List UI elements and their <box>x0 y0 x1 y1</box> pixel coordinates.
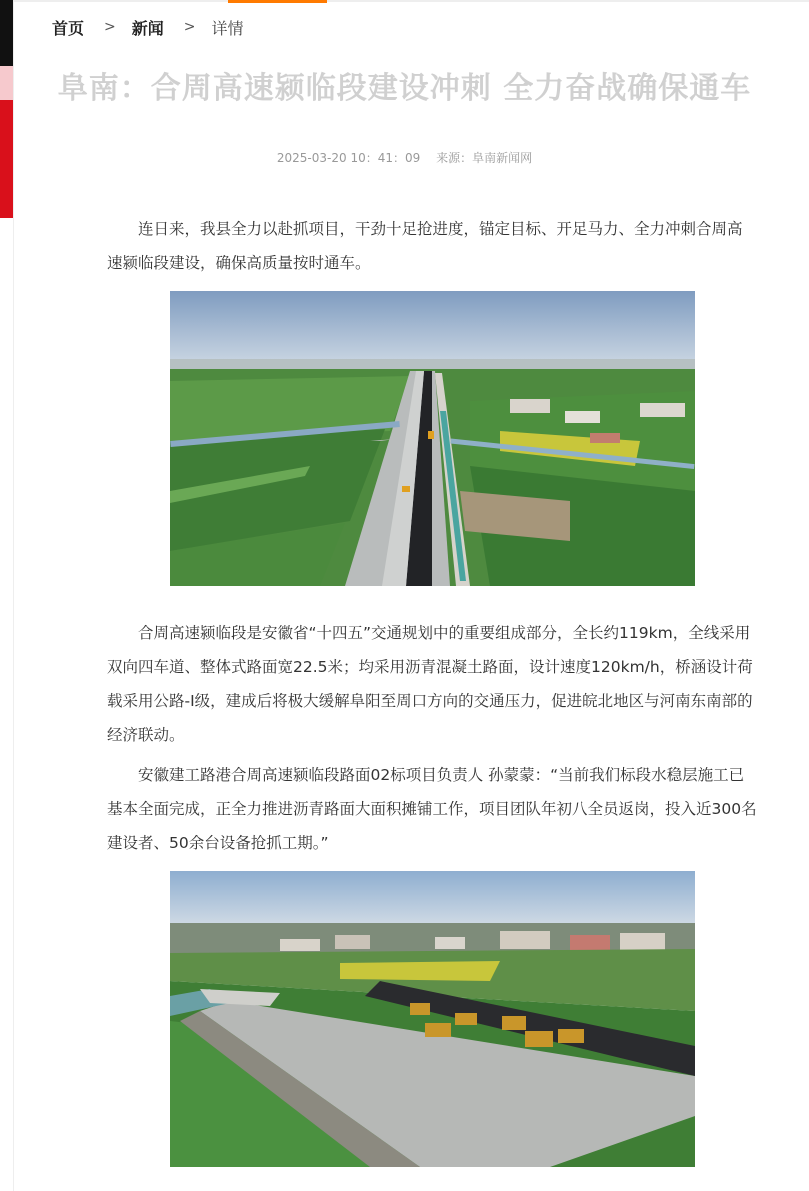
breadcrumb-news-link[interactable]: 新闻 <box>131 18 164 38</box>
article-meta <box>0 149 809 166</box>
left-edge-bar-black <box>0 0 13 66</box>
breadcrumb-separator: > <box>183 19 196 35</box>
top-accent-bar <box>228 0 327 3</box>
article-paragraph-1: 连日来，我县全力以赴抓项目，干劲十足抢进度，锚定目标、开足马力、全力冲刺合周高速颍临段建设，确保高质量按时通车。 <box>107 220 743 272</box>
article-paragraph-3: 安徽建工路港合周高速颍临段路面02标项目负责人 孙蒙蒙：“当前我们标段水稳层施工已基本全面完成，正全力推进沥青路面大面积摊铺工作，项目团队年初八全员返岗，投入近300名建设者、50余台设备抢抓工期。” <box>107 766 757 852</box>
breadcrumb-home-link[interactable]: 首页 <box>52 18 85 38</box>
article-source: 来源：阜南新闻网 <box>436 151 533 165</box>
breadcrumb <box>52 14 244 40</box>
aerial-highway-photo-1 <box>170 291 695 586</box>
article-photo-1 <box>170 291 695 586</box>
article-datetime: 2025-03-20 10：41：09 <box>276 151 421 165</box>
article-photo-2 <box>170 871 695 1167</box>
article-title: 阜南：合周高速颍临段建设冲刺 全力奋战确保通车 <box>57 71 752 106</box>
breadcrumb-separator: > <box>104 19 116 35</box>
left-divider <box>13 0 14 1191</box>
top-divider <box>14 0 809 2</box>
aerial-highway-photo-2 <box>170 871 695 1167</box>
breadcrumb-current: 详情 <box>211 18 244 38</box>
article-paragraph-2: 合周高速颍临段是安徽省“十四五”交通规划中的重要组成部分，全长约119km，全线采用双向四车道、整体式路面宽22.5米；均采用沥青混凝土路面，设计速度120km/h，桥涵设计荷载采用公路-Ⅰ级，建成后将极大缓解阜阳至周口方向的交通压力，促进皖北地区与河南东南部的经济联动。 <box>107 624 753 744</box>
